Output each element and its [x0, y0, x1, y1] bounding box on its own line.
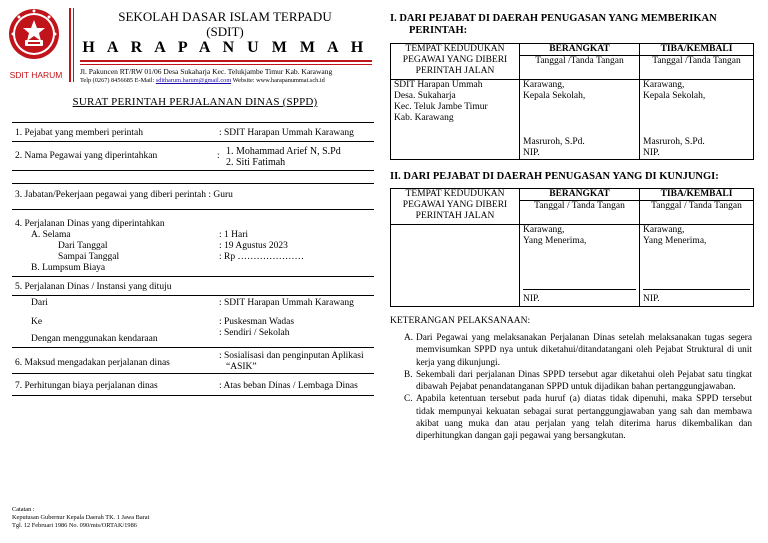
- signature-place: Karawang,: [523, 225, 565, 235]
- place-line: SDIT Harapan Ummah: [394, 80, 483, 90]
- signatory-name: Masruroh, S.Pd.: [523, 137, 585, 147]
- field-label-maksud: 6. Maksud mengadakan perjalanan dinas: [15, 358, 170, 368]
- header-tempat-kedudukan: [391, 189, 520, 225]
- header-text: TEMPAT KEDUDUKAN: [405, 44, 505, 54]
- header-tiba-sub: Tanggal /Tanda Tangan: [640, 56, 754, 80]
- item-text: Apabila ketentuan tersebut pada huruf (a) diatas tidak dipenuhi, maka SPPD tersebut tidak mempunyai kekuatan sebagai surat pertanggungjawaban yang sah dan membawa akibat uang muka dan atau perjalan yang telah diterima harus dikembalikan dan diperhitungkan dangan gaji pegawai yang bersangkutan.: [416, 394, 752, 442]
- field-label-tujuan: 5. Perjalanan Dinas / Instansi yang dituju: [15, 282, 172, 292]
- email-link[interactable]: sditharum.harum@gmail.com: [155, 77, 232, 84]
- signatory-nip: NIP.: [523, 148, 540, 158]
- field-label-selama: A. Selama: [31, 230, 71, 240]
- header-berangkat: BERANGKAT: [520, 189, 640, 201]
- field-value-ke: : Puskesman Wadas: [219, 317, 295, 327]
- item-text: Dari Pegawai yang melaksanakan Perjalanan Dinas setelah melaksanakan tugas segera memvisumkan SPPD nya untuk diketahui/ditandatangani oleh Pejabat Struktural di unit kerja yang dikunjungi.: [416, 333, 752, 368]
- field-label-biaya: 7. Perhitungan biaya perjalanan dinas: [15, 381, 158, 391]
- form-divider: [12, 276, 374, 277]
- cell-berangkat-signature: [520, 80, 640, 160]
- cell-tiba-signature: [640, 225, 754, 307]
- header-tempat-kedudukan: [391, 44, 520, 80]
- signature-role: Kepala Sekolah,: [643, 91, 706, 101]
- signature-role: Yang Menerima,: [643, 236, 707, 246]
- field-colon: :: [217, 151, 220, 161]
- signature-role: Kepala Sekolah,: [523, 91, 586, 101]
- keterangan-item: [404, 332, 752, 369]
- place-line: Kab. Karawang: [394, 113, 454, 123]
- field-value-pejabat: : SDIT Harapan Ummah Karawang: [219, 128, 354, 138]
- item-text: Sekembali dari perjalanan Dinas SPPD tersebut agar diketahui oleh Pejabat satu tingkat dibawah Pejabat penandatanganan SPPD untuk dijadikan bahan pertanggungjawaban.: [416, 369, 752, 393]
- field-value-maksud: : Sosialisasi dan penginputan Aplikasi: [219, 351, 364, 361]
- form-divider: [12, 347, 374, 348]
- section-2-heading: II. DARI PEJABAT DI DAERAH PENUGASAN YANG DI KUNJUNGI:: [390, 171, 719, 182]
- employee-name-1: 1. Mohammad Arief N, S.Pd: [226, 146, 341, 157]
- form-divider: [12, 395, 374, 396]
- school-contact: [80, 77, 325, 84]
- header-text: TEMPAT KEDUDUKAN: [405, 189, 505, 199]
- cell-tempat: [391, 80, 520, 160]
- school-address: Jl. Pakuncen RT/RW 01/06 Desa Sukaharja Kec. Telukjambe Timur Kab. Karawang: [80, 67, 333, 76]
- field-value-kendaraan: : Sendiri / Sekolah: [219, 328, 290, 338]
- header-berangkat-sub: Tanggal / Tanda Tangan: [520, 201, 640, 225]
- header-tiba-kembali: TIBA/KEMBALI: [640, 44, 754, 56]
- keterangan-list: [404, 332, 752, 443]
- field-label-dari-tanggal: Dari Tanggal: [58, 241, 108, 251]
- cell-tiba-signature: [640, 80, 754, 160]
- item-marker: A.: [404, 333, 414, 343]
- school-crest-logo: [8, 6, 60, 66]
- signatory-nip: NIP.: [643, 294, 660, 304]
- signature-line: [523, 289, 636, 290]
- signature-role: Yang Menerima,: [523, 236, 587, 246]
- keterangan-item: [404, 393, 752, 442]
- signature-place: Karawang,: [523, 80, 565, 90]
- header-text: PERINTAH JALAN: [415, 211, 495, 221]
- header-berangkat-sub: Tanggal /Tanda Tangan: [520, 56, 640, 80]
- signature-place: Karawang,: [643, 80, 685, 90]
- contact-website: Website: www.harapanummat.sch.id: [231, 77, 325, 84]
- document-title: SURAT PERINTAH PERJALANAN DINAS (SPPD): [72, 96, 318, 108]
- place-line: Kec. Teluk Jambe Timur: [394, 102, 488, 112]
- header-tiba-kembali: TIBA/KEMBALI: [640, 189, 754, 201]
- header-divider: [73, 8, 74, 82]
- keterangan-heading: KETERANGAN PELAKSANAAN:: [390, 316, 531, 326]
- place-line: Desa. Sukaharja: [394, 91, 456, 101]
- header-text: PEGAWAI YANG DIBERI: [402, 55, 508, 65]
- school-name-line2: (SDIT): [206, 24, 244, 39]
- field-label-pegawai: 2. Nama Pegawai yang diperintahkan: [15, 151, 158, 161]
- field-label-lumpsum: B. Lumpsum Biaya: [31, 263, 106, 273]
- footnote-line: Tgl. 12 Februari 1986 No. 090/mts/ORTAK/1986: [12, 522, 137, 529]
- cell-tempat: [391, 225, 520, 307]
- section-2-table: [390, 188, 754, 307]
- field-value-dari: : SDIT Harapan Ummah Karawang: [219, 298, 354, 308]
- signatory-name: Masruroh, S.Pd.: [643, 137, 705, 147]
- header-tiba-sub: Tanggal / Tanda Tangan: [640, 201, 754, 225]
- school-name-big: H A R A P A N U M M A H: [82, 39, 368, 56]
- section-1-heading-2: PERINTAH:: [409, 25, 468, 36]
- form-divider: [12, 209, 374, 210]
- field-label-sampai-tanggal: Sampai Tanggal: [58, 252, 120, 262]
- logo-caption: SDIT HARUM: [9, 70, 63, 80]
- field-label-pejabat: 1. Pejabat yang memberi perintah: [15, 128, 143, 138]
- form-divider: [12, 295, 374, 296]
- form-divider: [12, 170, 374, 171]
- field-value-sampai-tanggal: : Rp …………………: [219, 252, 304, 262]
- field-value-biaya: : Atas beban Dinas / Lembaga Dinas: [219, 381, 358, 391]
- header-rule: [80, 60, 372, 62]
- field-label-dari: Dari: [31, 298, 48, 308]
- header-text: PERINTAH JALAN: [415, 66, 495, 76]
- field-value-dari-tanggal: : 19 Agustus 2023: [219, 241, 288, 251]
- signatory-nip: NIP.: [523, 294, 540, 304]
- form-divider: [12, 122, 374, 123]
- form-divider: [12, 183, 374, 184]
- field-label-ke: Ke: [31, 317, 43, 327]
- header-divider: [69, 8, 71, 82]
- signatory-nip: NIP.: [643, 148, 660, 158]
- employee-name-2: 2. Siti Fatimah: [226, 157, 286, 168]
- header-berangkat: BERANGKAT: [520, 44, 640, 56]
- school-name-line1: SEKOLAH DASAR ISLAM TERPADU: [118, 9, 332, 24]
- section-1-table: [390, 43, 754, 160]
- field-label-jabatan: 3. Jabatan/Pekerjaan pegawai yang diberi perintah : Guru: [15, 190, 233, 200]
- field-label-perjalanan: 4. Perjalanan Dinas yang diperintahkan: [15, 219, 165, 229]
- field-value-maksud-2: “ASIK”: [226, 362, 257, 372]
- footnote-line: Keputusan Gubernur Kepala Daerah TK. 1 Jawa Barat: [12, 514, 150, 521]
- header-text: PEGAWAI YANG DIBERI: [402, 200, 508, 210]
- cell-berangkat-signature: [520, 225, 640, 307]
- footnote-label: Catatan :: [12, 506, 35, 513]
- item-marker: C.: [404, 394, 413, 405]
- header-rule: [80, 64, 372, 65]
- field-label-kendaraan: Dengan menggunakan kendaraan: [31, 334, 158, 344]
- contact-phone: Telp (0267) 8456685 E-Mail:: [80, 77, 156, 84]
- item-marker: B.: [404, 369, 413, 380]
- form-divider: [12, 141, 374, 142]
- signature-place: Karawang,: [643, 225, 685, 235]
- form-divider: [12, 373, 374, 374]
- keterangan-item: [404, 369, 752, 394]
- school-name: [80, 9, 370, 39]
- field-value-selama: : 1 Hari: [219, 230, 249, 240]
- signature-line: [643, 289, 750, 290]
- section-1-heading: I. DARI PEJABAT DI DAERAH PENUGASAN YANG MEMBERIKAN: [390, 13, 717, 24]
